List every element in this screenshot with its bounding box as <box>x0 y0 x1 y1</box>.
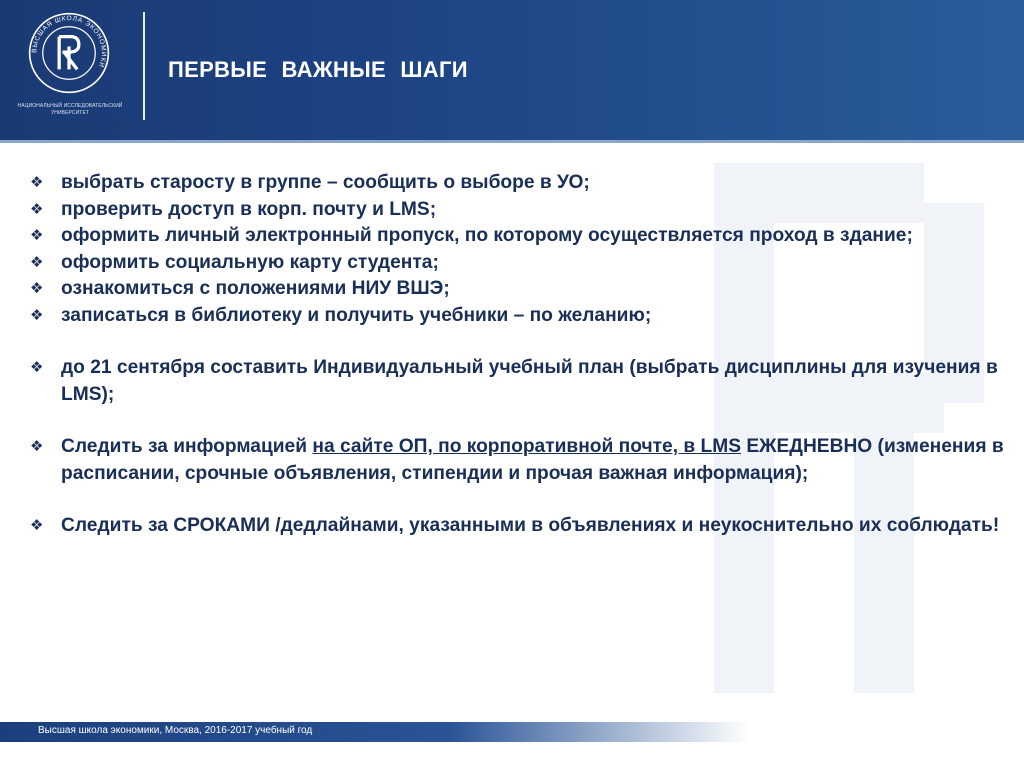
steps-list <box>30 170 1010 540</box>
list-item <box>30 170 1010 197</box>
list-item <box>30 223 1010 250</box>
diamond-bullet-icon: ❖ <box>30 253 44 271</box>
spacer <box>30 329 1010 355</box>
list-item-info <box>30 434 1010 487</box>
list-item-deadlines <box>30 513 1010 540</box>
spacer <box>30 487 1010 513</box>
deadline-item-text: Следить за СРОКАМИ /дедлайнами, указанными в объявлениях и неукоснительно их соблюдать! <box>61 515 1000 536</box>
list-item-text: записаться в библиотеку и получить учебники – по желанию; <box>61 304 652 326</box>
list-item-text: проверить доступ в корп. почту и LMS; <box>61 198 437 220</box>
logo-subtitle-line2: УНИВЕРСИТЕТ <box>50 110 90 116</box>
diamond-bullet-icon: ❖ <box>30 517 44 534</box>
header-divider <box>143 12 145 120</box>
page-title: ПЕРВЫЕ ВАЖНЫЕ ШАГИ <box>168 57 468 82</box>
diamond-bullet-icon: ❖ <box>30 200 44 218</box>
logo-subtitle-line1: НАЦИОНАЛЬНЫЙ ИССЛЕДОВАТЕЛЬСКИЙ <box>17 103 123 109</box>
list-item <box>30 276 1010 303</box>
list-item-text: оформить социальную карту студента; <box>61 251 439 273</box>
diamond-bullet-icon: ❖ <box>30 174 44 191</box>
spacer <box>30 408 1010 434</box>
logo-subtitle <box>14 103 126 117</box>
diamond-bullet-icon: ❖ <box>30 280 44 297</box>
diamond-bullet-icon: ❖ <box>30 438 44 455</box>
list-item-text: ознакомиться с положениями НИУ ВШЭ; <box>61 278 450 299</box>
info-sources-link[interactable]: на сайте ОП, по корпоративной почте, в LMS <box>312 436 741 457</box>
info-item-prefix: Следить за информацией <box>61 436 313 457</box>
diamond-bullet-icon: ❖ <box>30 306 44 324</box>
list-item <box>30 197 1010 224</box>
list-item-text: выбрать старосту в группе – сообщить о выборе в УО; <box>61 172 590 193</box>
list-item-text: до 21 сентября составить Индивидуальный учебный план (выбрать дисциплины для изучения в LMS); <box>61 357 998 405</box>
diamond-bullet-icon: ❖ <box>30 227 44 244</box>
footer-text: Высшая школа экономики, Москва, 2016-2017 учебный год <box>38 725 313 736</box>
logo-ring-text: ВЫСШАЯ ШКОЛА ЭКОНОМИКИ <box>31 15 107 69</box>
list-item-text: оформить личный электронный пропуск, по которому осуществляется проход в здание; <box>61 225 913 246</box>
header-bar <box>0 0 1024 140</box>
header-underline <box>0 140 1024 143</box>
list-item <box>30 303 1010 330</box>
diamond-bullet-icon: ❖ <box>30 359 44 376</box>
list-item <box>30 355 1010 408</box>
list-item <box>30 250 1010 277</box>
hse-logo-icon <box>28 12 110 94</box>
info-item-suffix: ЕЖЕДНЕВНО (изменения в расписании, срочные объявления, стипендии и прочая важная информация); <box>61 436 1004 484</box>
footer-bar <box>0 722 750 742</box>
